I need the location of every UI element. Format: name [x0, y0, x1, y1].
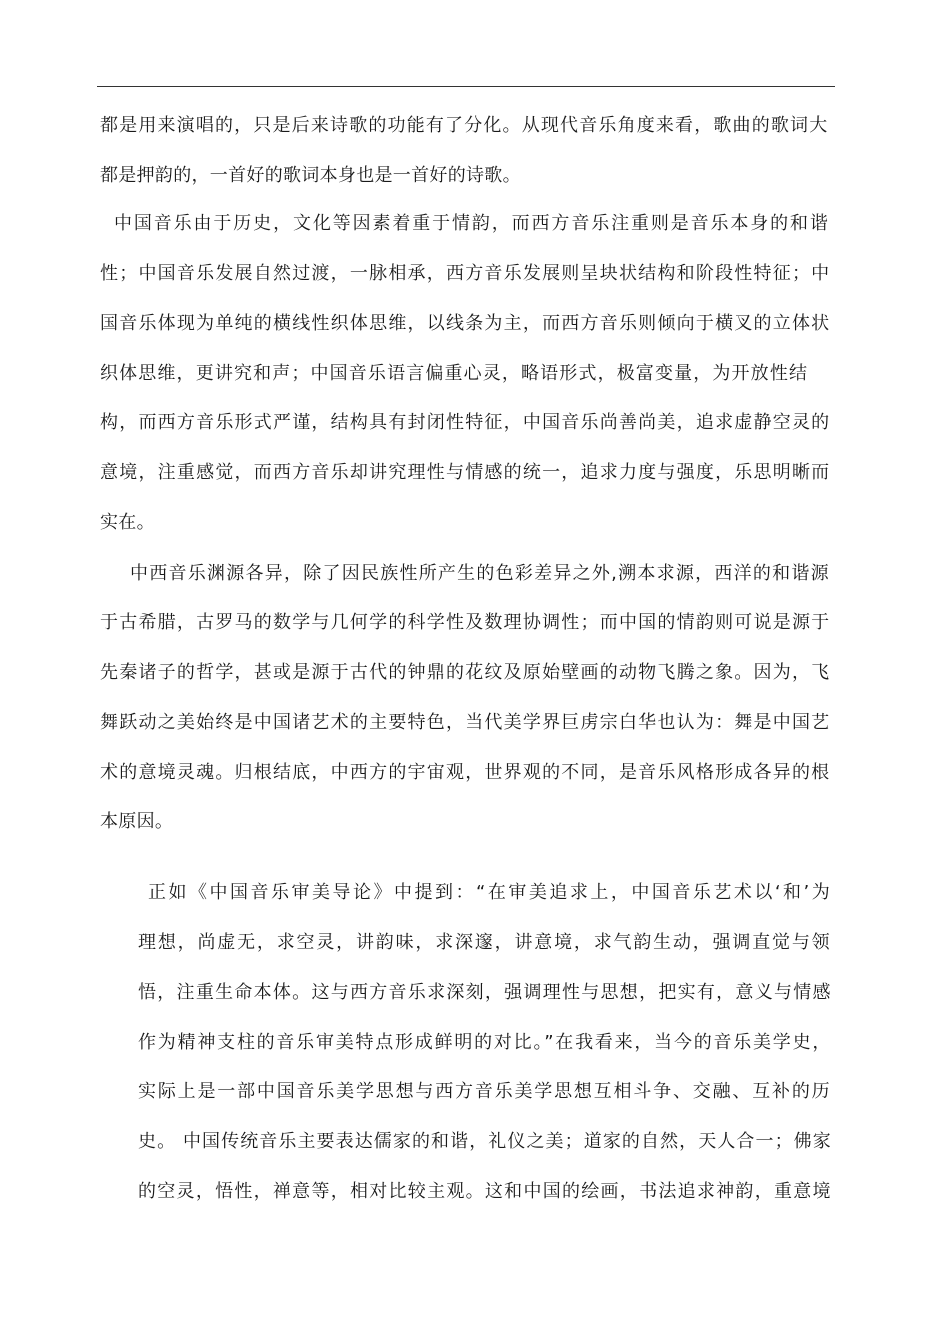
header-rule	[97, 86, 835, 87]
text-line: 正如《中国音乐审美导论》中提到：“在审美追求上，中国音乐艺术以‘和’为	[148, 882, 833, 903]
text-line: 都是押韵的，一首好的歌词本身也是一首好的诗歌。	[100, 165, 521, 186]
text-line: 国音乐体现为单纯的横线性织体思维，以线条为主，而西方音乐则倾向于横叉的立体状	[100, 313, 831, 334]
text-line: 意境，注重感觉，而西方音乐却讲究理性与情感的统一，追求力度与强度，乐思明晰而	[100, 462, 831, 483]
text-line: 织体思维，更讲究和声；中国音乐语言偏重心灵，略语形式，极富变量，为开放性结	[100, 363, 809, 384]
text-line: 悟，注重生命本体。这与西方音乐求深刻，强调理性与思想，把实有，意义与情感	[138, 982, 832, 1003]
text-line: 构，而西方音乐形式严谨，结构具有封闭性特征，中国音乐尚善尚美，追求虚静空灵的	[100, 412, 831, 433]
text-line: 的空灵，悟性，禅意等，相对比较主观。这和中国的绘画，书法追求神韵，重意境	[138, 1181, 832, 1202]
text-line: 先秦诸子的哲学，甚或是源于古代的钟鼎的花纹及原始壁画的动物飞腾之象。因为，飞	[100, 662, 831, 683]
text-line: 作为精神支柱的音乐审美特点形成鲜明的对比。”在我看来，当今的音乐美学史，	[138, 1032, 833, 1053]
text-line: 性；中国音乐发展自然过渡，一脉相承，西方音乐发展则呈块状结构和阶段性特征；中	[100, 263, 831, 284]
text-line: 理想，尚虚无，求空灵，讲韵味，求深邃，讲意境，求气韵生动，强调直觉与领	[138, 932, 832, 953]
text-line: 舞跃动之美始终是中国诸艺术的主要特色，当代美学界巨虏宗白华也认为：舞是中国艺	[100, 712, 831, 733]
text-line: 术的意境灵魂。归根结底，中西方的宇宙观，世界观的不同，是音乐风格形成各异的根	[100, 762, 831, 783]
text-line: 中西音乐渊源各异，除了因民族性所产生的色彩差异之外,溯本求源，西洋的和谐源	[130, 563, 830, 584]
text-line: 都是用来演唱的，只是后来诗歌的功能有了分化。从现代音乐角度来看，歌曲的歌词大	[100, 115, 829, 136]
text-line: 中国音乐由于历史，文化等因素着重于情韵，而西方音乐注重则是音乐本身的和谐	[114, 213, 830, 234]
text-line: 于古希腊，古罗马的数学与几何学的科学性及数理协调性；而中国的情韵则可说是源于	[100, 612, 831, 633]
text-line: 实际上是一部中国音乐美学思想与西方音乐美学思想互相斗争、交融、互补的历	[138, 1081, 832, 1102]
text-line: 本原因。	[100, 811, 174, 832]
text-line: 史。 中国传统音乐主要表达儒家的和谐，礼仪之美；道家的自然，天人合一；佛家	[138, 1131, 832, 1152]
text-line: 实在。	[100, 512, 155, 533]
